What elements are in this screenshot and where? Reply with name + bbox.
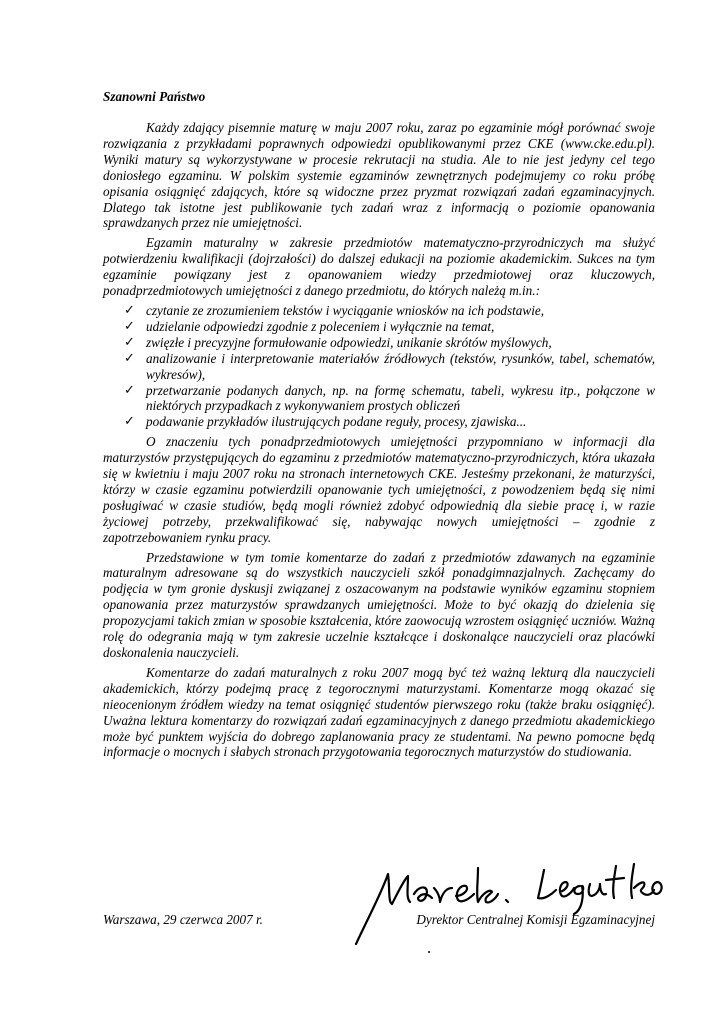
paragraph: O znaczeniu tych ponadprzedmiotowych umiejętności przypomniano w informacji dla maturzystów przystępujących do egzaminu z przedmiotów matematyczno-przyrodniczych, która ukazała się w kwietniu i maju 2007 roku na stronach internetowych CKE. Jesteśmy przekonani, że maturzyści, którzy w czasie egzaminu potwierdzili opanowanie tych umiejętności, z powodzeniem będą się nimi posługiwać w czasie studiów, będą mogli również zdobyć odpowiednią dla siebie pracę i, w razie życiowej potrzeby, przekwalifikować się, nabywając nowych umiejętności – zgodnie z zapotrzebowaniem rynku pracy. — [103, 434, 655, 545]
checkmark-icon: ✓ — [124, 334, 135, 350]
checkmark-icon: ✓ — [124, 302, 135, 318]
list-item-text: czytanie ze zrozumieniem tekstów i wyciąganie wniosków na ich podstawie, — [146, 302, 545, 318]
list-item — [124, 318, 655, 335]
checkmark-icon: ✓ — [124, 318, 135, 334]
paragraph: Komentarze do zadań maturalnych z roku 2007 mogą być też ważną lekturą dla nauczycieli akademickich, którzy podejmą pracę z tegorocznymi maturzystami. Komentarze mogą okazać się nieocenionym źródłem wiedzy na temat osiągnięć studentów pierwszego roku (także braku osiągnięć). Uważna lektura komentarzy do rozwiązań zadań egzaminacyjnych z danego przedmiotu akademickiego może być punktem wyjścia do dobrego zaplanowania pracy ze studentami. Na pewno pomocne będą informacje o mocnych i słabych stronach przygotowania tegorocznych maturzystów do studiowania. — [103, 664, 655, 760]
paragraph: Każdy zdający pisemnie maturę w maju 2007 roku, zaraz po egzaminie mógł porównać swoje rozwiązania z przykładami poprawnych odpowiedzi opublikowanymi przez CKE (www.cke.edu.pl). Wyniki matury są wykorzystywane w procesie rekrutacji na studia. Ale to nie jest jedyny cel tego doniosłego egzaminu. W polskim systemie egzaminów zewnętrznych podejmujemy co roku próbę opisania osiągnięć zdających, które są widoczne przez pryzmat rozwiązań zadań egzaminacyjnych. Dlatego tak istotne jest publikowanie tych zadań wraz z informacją o poziomie opanowania sprawdzanych przez nie umiejętności. — [103, 120, 655, 231]
skills-list — [103, 303, 655, 430]
place-date: Warszawa, 29 czerwca 2007 r. — [103, 912, 263, 927]
paragraph: Egzamin maturalny w zakresie przedmiotów matematyczno-przyrodniczych ma służyć potwierdzeniu kwalifikacji (dojrzałości) do dalszej edukacji na poziomie akademickim. Sukces na tym egzaminie powiązany jest z opanowaniem wiedzy przedmiotowej oraz kluczowych, ponadprzedmiotowych umiejętności z danego przedmiotu, do których należą m.in.: — [103, 235, 655, 299]
checkmark-icon: ✓ — [124, 382, 135, 398]
paragraph: Przedstawione w tym tomie komentarze do zadań z przedmiotów zdawanych na egzaminie maturalnym adresowane są do wszystkich nauczycieli szkół ponadgimnazjalnych. Zachęcamy do podjęcia w tym gronie dyskusji związanej z oszacowanym na podstawie wyników egzaminu stopniem opanowania przez maturzystów sprawdzanych umiejętności. Może to być okazją do dzielenia się propozycjami takich zmian w sposobie kształcenia, które zaowocują wzrostem osiągnięć uczniów. Ważną rolę do odegrania mają w tym zakresie uczelnie kształcące i doskonalące nauczycieli oraz placówki doskonalenia nauczycieli. — [103, 549, 655, 660]
list-item — [124, 382, 655, 415]
stray-mark — [428, 951, 430, 953]
list-item — [124, 334, 655, 351]
list-item-text: udzielanie odpowiedzi zgodnie z poleceniem i wyłącznie na temat, — [146, 318, 495, 334]
salutation: Szanowni Państwo — [103, 89, 206, 104]
list-item — [124, 350, 655, 383]
list-item-text: analizowanie i interpretowanie materiałów źródłowych (tekstów, rysunków, tabel, schematów, wykresów), — [146, 350, 655, 382]
list-item — [124, 302, 655, 319]
list-item — [124, 414, 655, 430]
signatory-title: Dyrektor Centralnej Komisji Egzaminacyjnej — [416, 912, 655, 927]
letter-body — [103, 120, 655, 764]
list-item-text: zwięzłe i precyzyjne formułowanie odpowiedzi, unikanie skrótów myślowych, — [146, 334, 552, 350]
list-item-text: przetwarzanie podanych danych, np. na formę schematu, tabeli, wykresu itp., połączone w niektórych przypadkach z wykonywaniem prostych obliczeń — [146, 382, 655, 414]
handwritten-signature — [348, 858, 668, 948]
list-item-text: podawanie przykładów ilustrujących podane reguły, procesy, zjawiska... — [146, 414, 527, 430]
checkmark-icon: ✓ — [124, 350, 135, 366]
checkmark-icon: ✓ — [124, 414, 135, 430]
